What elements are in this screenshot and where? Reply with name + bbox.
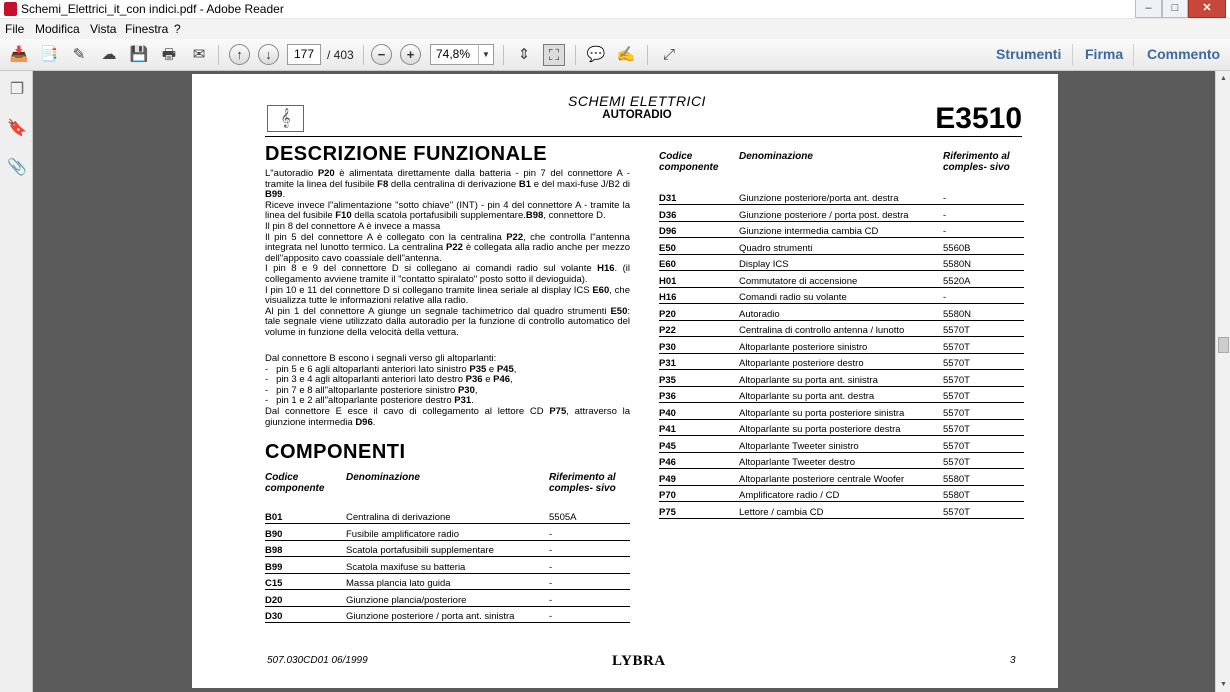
- table-row: [659, 503, 1024, 519]
- table-row: [659, 404, 1024, 420]
- highlight-text-icon[interactable]: ✍: [616, 46, 636, 63]
- component-reference: -: [549, 561, 553, 573]
- component-reference: 5570T: [943, 374, 970, 386]
- close-button[interactable]: ✕: [1188, 0, 1226, 18]
- description-paragraph: Il pin 8 del connettore A è invece a massa: [265, 220, 441, 232]
- component-code: P40: [659, 407, 676, 419]
- component-name: Giunzione intermedia cambia CD: [739, 226, 879, 237]
- table-row: [659, 321, 1024, 337]
- component-code: B98: [265, 545, 283, 556]
- upload-cloud-icon[interactable]: ☁: [101, 46, 117, 63]
- component-code: B90: [265, 528, 283, 540]
- table-row: [659, 371, 1024, 387]
- menu-help[interactable]: ?: [174, 22, 181, 36]
- component-name: Commutatore di accensione: [739, 275, 858, 287]
- component-code: D96: [659, 226, 677, 237]
- zoom-select[interactable]: [430, 44, 494, 65]
- table-row: [265, 525, 630, 541]
- component-name: Centralina di controllo antenna / lunotto: [739, 325, 905, 336]
- description-paragraph: I pin 8 e 9 del connettore D si collegano ai comandi radio sul volante H16. (il collegamento avviene tramite il "contatto spiralato" posto sotto il devioguida).: [265, 263, 630, 285]
- zoom-out-button[interactable]: −: [371, 44, 392, 65]
- toolbar-separator: [647, 45, 648, 65]
- email-icon[interactable]: ✉: [192, 46, 206, 63]
- component-reference: -: [943, 292, 947, 303]
- navigation-pane: [0, 71, 33, 692]
- component-reference: 5570T: [943, 341, 970, 353]
- component-name: Altoparlante su porta ant. destra: [739, 391, 875, 402]
- description-paragraph: Riceve invece l"alimentazione "sotto chiave" (INT) - pin 4 del connettore A - tramite la linea del fusibile F10 della scatola portafusibili supplementare.B98, connettore D.: [265, 199, 630, 222]
- menu-finestra[interactable]: Finestra: [125, 22, 169, 36]
- components-title: COMPONENTI: [265, 441, 406, 463]
- table-row: [659, 272, 1024, 288]
- page-number-input[interactable]: 177: [287, 44, 321, 65]
- table-row: [659, 453, 1024, 469]
- column-header-name: Denominazione: [346, 472, 420, 483]
- component-reference: -: [549, 611, 553, 622]
- component-name: Giunzione posteriore / porta post. destra: [739, 209, 909, 221]
- component-code: P35: [659, 374, 676, 386]
- page-thumbnails-icon[interactable]: ❐: [9, 81, 25, 98]
- speaker-line: - pin 1 e 2 all"altoparlante posteriore destro P31.: [265, 395, 474, 407]
- table-row: [659, 470, 1024, 486]
- component-name: Fusibile amplificatore radio: [346, 528, 459, 540]
- document-code: E3510: [935, 102, 1022, 135]
- header-title: SCHEMI ELETTRICI: [568, 93, 706, 109]
- table-row: [659, 420, 1024, 436]
- component-reference: 5570T: [943, 391, 970, 402]
- toolbar: [0, 39, 1230, 71]
- component-reference: 5505A: [549, 512, 577, 523]
- component-name: Display ICS: [739, 259, 789, 270]
- component-reference: -: [943, 226, 947, 237]
- table-row: [265, 558, 630, 574]
- table-row: [265, 607, 630, 623]
- component-code: B99: [265, 561, 283, 573]
- description-paragraph: I pin 10 e 11 del connettore D si collegano tramite linea seriale al display ICS E60, che visualizza tutte le informazioni relative alla radio.: [265, 284, 630, 307]
- table-row: [659, 437, 1024, 453]
- scroll-up-arrow[interactable]: ▲: [1220, 75, 1227, 82]
- toolbar-separator: [1133, 44, 1134, 66]
- component-name: Massa plancia lato guida: [346, 578, 451, 589]
- component-name: Altoparlante Tweeter sinistro: [739, 440, 859, 452]
- create-pdf-icon[interactable]: 📥: [9, 46, 29, 63]
- maximize-button[interactable]: □: [1162, 0, 1188, 18]
- component-code: P20: [659, 308, 676, 320]
- component-name: Altoparlante su porta ant. sinistra: [739, 374, 878, 386]
- footer-page-number: 3: [1010, 655, 1016, 666]
- component-name: Altoparlante posteriore destro: [739, 358, 864, 369]
- zoom-value: 74,8%: [436, 47, 471, 61]
- description-paragraph: Al pin 1 del connettore A giunge un segnale tachimetrico dal quadro strumenti E50: tale segnale viene utilizzato dalla autoradio per la funzione di controllo automatico del volume in funzione della velocità della vettura.: [265, 305, 630, 338]
- column-header-code: Codice componente: [265, 472, 325, 494]
- component-code: C15: [265, 578, 283, 589]
- table-row: [659, 486, 1024, 502]
- table-row: [659, 354, 1024, 370]
- speaker-line: - pin 3 e 4 agli altoparlanti anteriori lato destro P36 e P46,: [265, 374, 513, 386]
- table-row: [659, 305, 1024, 321]
- component-name: Quadro strumenti: [739, 242, 813, 254]
- component-reference: 5570T: [943, 325, 970, 336]
- component-name: Comandi radio su volante: [739, 292, 847, 303]
- component-code: P45: [659, 440, 676, 452]
- previous-page-button[interactable]: ↑: [229, 44, 250, 65]
- component-code: P70: [659, 490, 676, 501]
- component-name: Altoparlante posteriore centrale Woofer: [739, 473, 905, 485]
- zoom-in-button[interactable]: +: [400, 44, 421, 65]
- component-code: P22: [659, 325, 676, 336]
- component-code: H01: [659, 275, 677, 287]
- window-title: Schemi_Elettrici_it_con indici.pdf - Adobe Reader: [21, 2, 284, 16]
- toolbar-separator: [503, 45, 504, 65]
- speaker-intro: Dal connettore B escono i segnali verso gli altoparlanti:: [265, 353, 497, 364]
- bookmarks-icon[interactable]: 🔖: [7, 120, 27, 137]
- component-code: D30: [265, 611, 283, 622]
- component-name: Lettore / cambia CD: [739, 506, 824, 518]
- description-paragraph: L"autoradio P20 è alimentata direttamente dalla batteria - pin 7 del connettore A - tramite la linea del fusibile F8 della centralina di derivazione B1 e del maxi-fuse J/B2 di B99.: [265, 168, 630, 201]
- scroll-down-arrow[interactable]: ▼: [1220, 681, 1227, 688]
- combine-files-icon[interactable]: 📑: [39, 46, 59, 63]
- component-name: Giunzione posteriore/porta ant. destra: [739, 193, 899, 204]
- toolbar-separator: [218, 45, 219, 65]
- description-paragraph: Il pin 5 del connettore A è collegato con la centralina P22, che controlla l"antenna integrata nel lunotto termico. La centralina P22 è collegata alla radio anche per mezzo dell"apposito cavo coassiale dell"antenna.: [265, 231, 630, 264]
- menu-vista[interactable]: Vista: [90, 22, 117, 36]
- component-code: B01: [265, 512, 283, 523]
- component-code: D20: [265, 594, 283, 606]
- component-code: P36: [659, 391, 676, 402]
- table-row: [265, 541, 630, 557]
- chevron-down-icon[interactable]: ▼: [478, 45, 493, 64]
- speaker-line: - pin 5 e 6 agli altoparlanti anteriori lato sinistro P35 e P45,: [265, 363, 517, 375]
- tools-panel-link[interactable]: Strumenti: [996, 46, 1062, 62]
- description-body: [265, 169, 630, 339]
- component-reference: 5570T: [943, 407, 970, 419]
- speaker-line: - pin 7 e 8 all"altoparlante posteriore sinistro P30,: [265, 384, 478, 396]
- component-reference: -: [943, 193, 947, 204]
- component-name: Giunzione posteriore / porta ant. sinistra: [346, 611, 515, 622]
- component-reference: 5580N: [943, 308, 971, 320]
- scrollbar-thumb[interactable]: [1218, 337, 1229, 353]
- acrobat-icon: [4, 2, 17, 16]
- table-row: [265, 574, 630, 590]
- attachments-icon[interactable]: 📎: [7, 159, 27, 176]
- component-name: Amplificatore radio / CD: [739, 490, 840, 501]
- component-reference: -: [549, 578, 553, 589]
- component-name: Scatola portafusibili supplementare: [346, 545, 494, 556]
- title-bar: [0, 0, 1230, 19]
- table-row: [659, 338, 1024, 354]
- fit-width-icon[interactable]: ⇕: [517, 46, 531, 63]
- component-reference: 5560B: [943, 242, 971, 254]
- component-reference: -: [943, 209, 947, 221]
- speaker-list: [265, 354, 630, 428]
- column-header-ref: Riferimento al comples- sivo: [943, 151, 1010, 173]
- full-screen-icon[interactable]: ⤢: [662, 46, 675, 63]
- table-row: [659, 189, 1024, 205]
- component-reference: -: [549, 528, 553, 540]
- footer-brand: LYBRA: [612, 653, 666, 669]
- table-row: [659, 387, 1024, 403]
- toolbar-separator: [575, 45, 576, 65]
- menu-bar: [0, 19, 1230, 39]
- toolbar-separator: [1072, 44, 1073, 66]
- component-name: Scatola maxifuse su batteria: [346, 561, 466, 573]
- component-name: Giunzione plancia/posteriore: [346, 594, 467, 606]
- footer-doc-number: 507.030CD01 06/1999: [267, 655, 368, 666]
- component-reference: 5580N: [943, 259, 971, 270]
- header-subtitle: AUTORADIO: [602, 109, 672, 121]
- table-row: [659, 255, 1024, 271]
- column-header-name: Denominazione: [739, 151, 813, 162]
- toolbar-separator: [363, 45, 364, 65]
- sticky-note-icon[interactable]: 💬: [586, 46, 606, 63]
- comment-panel-link[interactable]: Commento: [1147, 46, 1221, 62]
- component-reference: 5570T: [943, 440, 970, 452]
- sign-panel-link[interactable]: Firma: [1085, 46, 1124, 62]
- column-header-code: Codice componente: [659, 151, 719, 173]
- pdf-page: [192, 74, 1058, 688]
- component-name: Altoparlante posteriore sinistro: [739, 341, 868, 353]
- column-header-ref: Riferimento al comples- sivo: [549, 472, 616, 494]
- component-reference: 5580T: [943, 490, 970, 501]
- component-reference: 5570T: [943, 424, 970, 435]
- component-name: Altoparlante su porta posteriore destra: [739, 424, 901, 435]
- minimize-button[interactable]: –: [1135, 0, 1162, 18]
- description-title: DESCRIZIONE FUNZIONALE: [265, 143, 548, 165]
- table-row: [265, 591, 630, 607]
- table-row: [659, 239, 1024, 255]
- component-reference: -: [549, 545, 553, 556]
- table-row: [265, 508, 630, 524]
- menu-modifica[interactable]: Modifica: [35, 22, 80, 36]
- component-code: H16: [659, 292, 677, 303]
- table-row: [659, 222, 1024, 238]
- save-icon[interactable]: 💾: [129, 46, 149, 63]
- component-reference: 5520A: [943, 275, 971, 287]
- component-reference: 5570T: [943, 457, 970, 468]
- cd-connection-text: Dal connettore E esce il cavo di collegamento al lettore CD P75, attraverso la giunzione intermedia D96.: [265, 405, 630, 428]
- component-code: P75: [659, 506, 676, 518]
- fit-page-icon[interactable]: ⛶: [543, 44, 565, 66]
- component-code: E50: [659, 242, 676, 254]
- component-reference: 5580T: [943, 473, 970, 485]
- vertical-scrollbar[interactable]: [1215, 71, 1230, 692]
- edit-pdf-icon[interactable]: ✎: [72, 46, 86, 63]
- component-name: Altoparlante su porta posteriore sinistra: [739, 407, 905, 419]
- component-code: E60: [659, 259, 676, 270]
- menu-file[interactable]: File: [5, 22, 25, 36]
- table-row: [659, 206, 1024, 222]
- component-reference: -: [549, 594, 553, 606]
- print-icon[interactable]: 🖶: [161, 46, 177, 63]
- header-divider: [265, 136, 1022, 137]
- next-page-button[interactable]: ↓: [258, 44, 279, 65]
- component-name: Centralina di derivazione: [346, 512, 451, 523]
- component-reference: 5570T: [943, 506, 970, 518]
- component-name: Altoparlante Tweeter destro: [739, 457, 856, 468]
- component-reference: 5570T: [943, 358, 970, 369]
- component-code: P31: [659, 358, 676, 369]
- component-code: P41: [659, 424, 676, 435]
- page-total: / 403: [327, 48, 354, 62]
- component-code: P46: [659, 457, 676, 468]
- table-row: [659, 288, 1024, 304]
- manual-logo-icon: 𝄞: [267, 105, 304, 132]
- component-code: P49: [659, 473, 676, 485]
- component-name: Autoradio: [739, 308, 780, 320]
- component-code: D31: [659, 193, 677, 204]
- component-code: P30: [659, 341, 676, 353]
- component-code: D36: [659, 209, 677, 221]
